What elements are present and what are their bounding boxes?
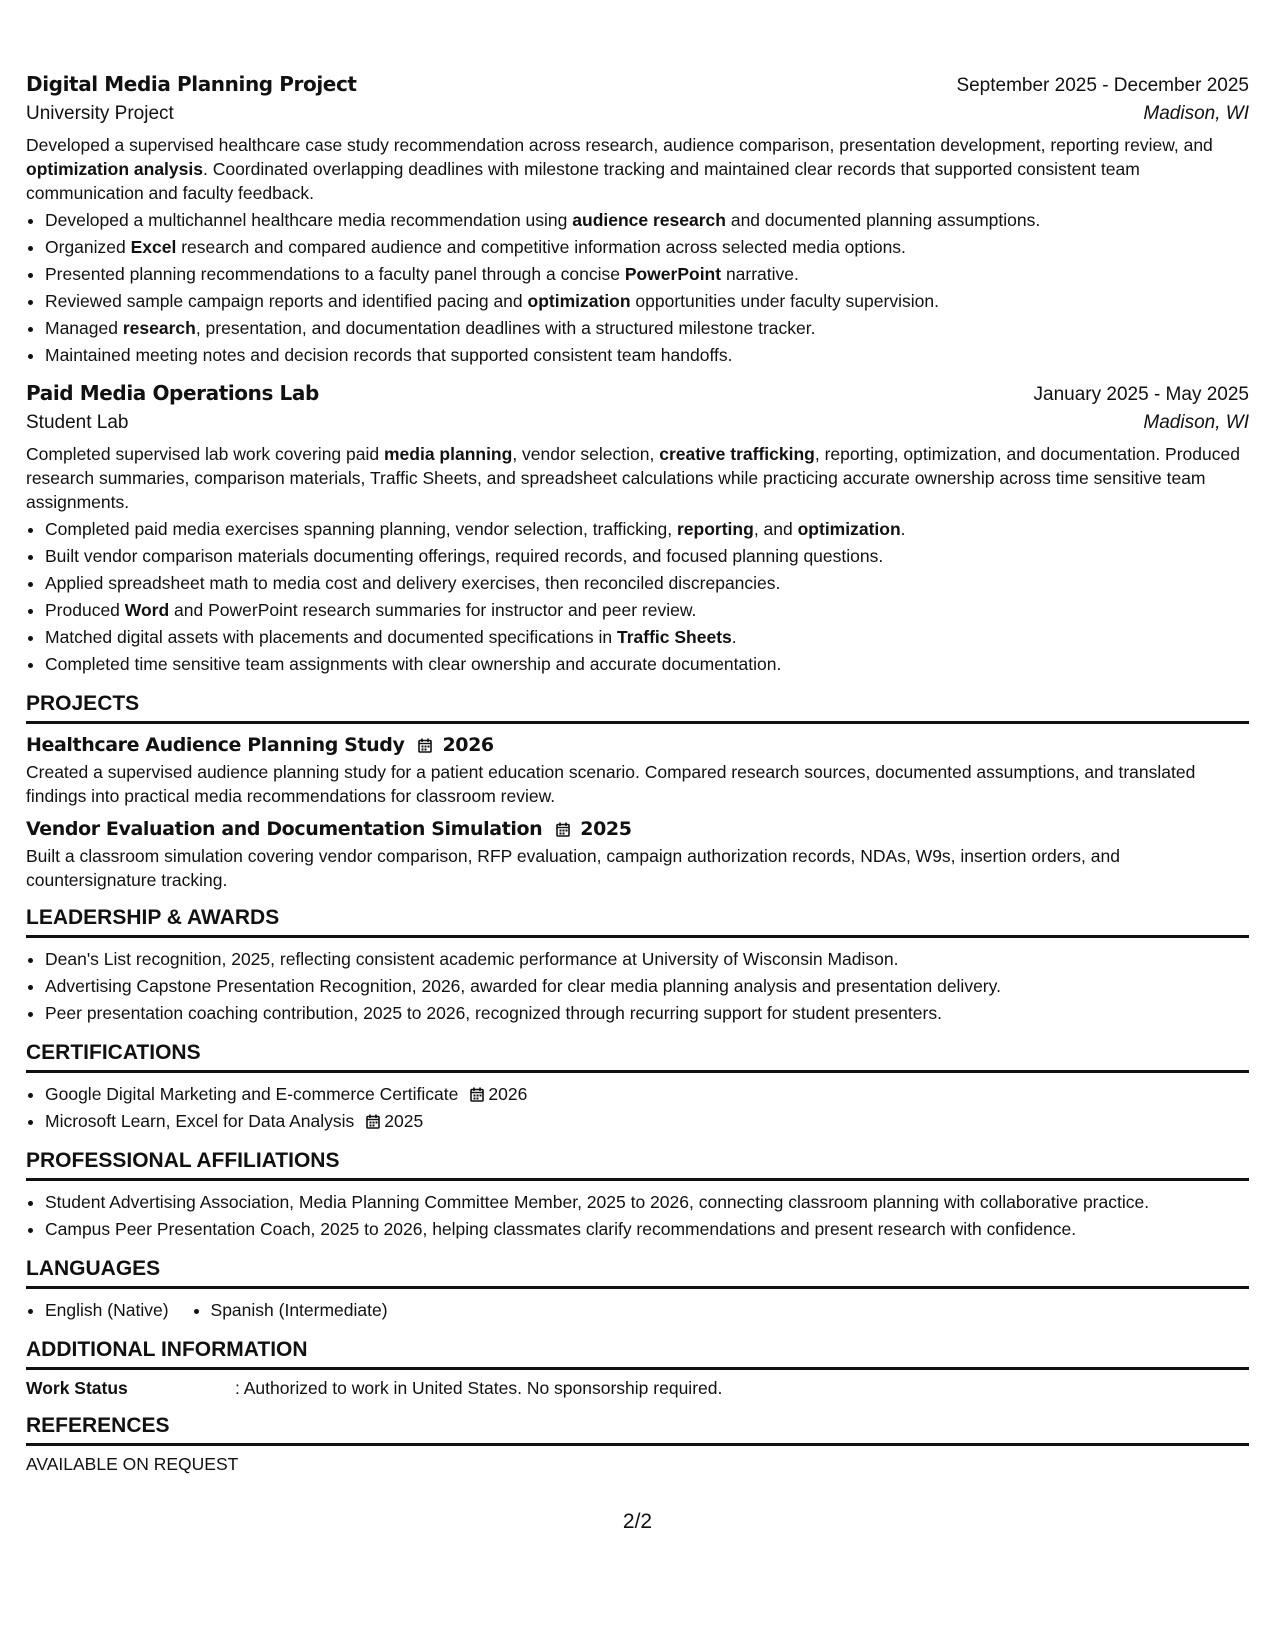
languages-list: [26, 1297, 1249, 1324]
calendar-icon: [470, 1087, 484, 1102]
experience-entry: [26, 381, 1249, 678]
experience-bullets: [26, 516, 1249, 678]
resume-page: [26, 72, 1249, 1475]
experience-dates: January 2025 - May 2025: [1033, 384, 1249, 405]
list-item: • Peer presentation coaching contribution, 2025 to 2026, recognized through recurring support for student presenters.: [45, 1000, 1249, 1027]
experience-title: Digital Media Planning Project: [26, 72, 357, 96]
experience-bullet: • Developed a multichannel healthcare media recommendation using audience research and documented planning assumptions.: [45, 207, 1249, 234]
project-year: 2025: [580, 818, 632, 840]
list-item: • Advertising Capstone Presentation Recognition, 2026, awarded for clear media planning analysis and presentation delivery.: [45, 973, 1249, 1000]
references-text: AVAILABLE ON REQUEST: [26, 1454, 239, 1474]
list-item: • Spanish (Intermediate): [211, 1297, 388, 1324]
list-item: • English (Native): [45, 1297, 169, 1324]
experience-bullet: • Applied spreadsheet math to media cost and delivery exercises, then reconciled discrepancies.: [45, 570, 1249, 597]
leadership-list: [26, 946, 1249, 1027]
experience-bullets: [26, 207, 1249, 369]
certifications-list: [26, 1081, 1249, 1135]
project-description: Created a supervised audience planning study for a patient education scenario. Compared research sources, documented assumptions, and translated findings into practical media recommendations for classroom review.: [26, 762, 1196, 806]
experience-bullet: • Completed paid media exercises spanning planning, vendor selection, trafficking, reporting, and optimization.: [45, 516, 1249, 543]
section-heading-languages: LANGUAGES: [26, 1257, 1249, 1289]
experience-bullet: • Produced Word and PowerPoint research summaries for instructor and peer review.: [45, 597, 1249, 624]
work-status-value: : Authorized to work in United States. No sponsorship required.: [235, 1378, 723, 1398]
experience-org: University Project: [26, 103, 174, 124]
list-item: • Student Advertising Association, Media Planning Committee Member, 2025 to 2026, connecting classroom planning with collaborative practice.: [45, 1189, 1249, 1216]
certification-name: Microsoft Learn, Excel for Data Analysis: [45, 1111, 355, 1131]
project-entry: [26, 734, 1249, 808]
project-description: Built a classroom simulation covering vendor comparison, RFP evaluation, campaign authorization records, NDAs, W9s, insertion orders, and countersignature tracking.: [26, 846, 1120, 890]
experience-bullet: • Completed time sensitive team assignments with clear ownership and accurate documentation.: [45, 651, 1249, 678]
experience-bullet: • Presented planning recommendations to a faculty panel through a concise PowerPoint narrative.: [45, 261, 1249, 288]
list-item: • Campus Peer Presentation Coach, 2025 to 2026, helping classmates clarify recommendations and present research with confidence.: [45, 1216, 1249, 1243]
section-heading-references: REFERENCES: [26, 1414, 1249, 1446]
experience-title: Paid Media Operations Lab: [26, 381, 319, 405]
experience-org: Student Lab: [26, 412, 129, 433]
work-status-row: [26, 1376, 1249, 1400]
list-item: [45, 1108, 1249, 1135]
list-item: • Dean's List recognition, 2025, reflecting consistent academic performance at University of Wisconsin Madison.: [45, 946, 1249, 973]
certification-year: 2025: [384, 1111, 424, 1131]
list-item: [45, 1081, 1249, 1108]
calendar-icon: [366, 1114, 380, 1129]
certification-year: 2026: [488, 1084, 528, 1104]
page-number: 2/2: [622, 1510, 653, 1533]
project-title: Healthcare Audience Planning Study: [26, 734, 405, 756]
experience-bullet: • Reviewed sample campaign reports and identified pacing and optimization opportunities under faculty supervision.: [45, 288, 1249, 315]
section-heading-affiliations: PROFESSIONAL AFFILIATIONS: [26, 1149, 1249, 1181]
section-heading-leadership: LEADERSHIP & AWARDS: [26, 906, 1249, 938]
project-year: 2026: [442, 734, 494, 756]
experience-bullet: • Matched digital assets with placements and documented specifications in Traffic Sheets.: [45, 624, 1249, 651]
section-heading-additional: ADDITIONAL INFORMATION: [26, 1338, 1249, 1370]
project-entry: [26, 818, 1249, 892]
experience-bullet: • Managed research, presentation, and documentation deadlines with a structured milestone tracker.: [45, 315, 1249, 342]
work-status-label: Work Status: [26, 1378, 128, 1398]
affiliations-list: [26, 1189, 1249, 1243]
certification-name: Google Digital Marketing and E-commerce Certificate: [45, 1084, 459, 1104]
section-heading-projects: PROJECTS: [26, 692, 1249, 724]
experience-bullet: • Organized Excel research and compared audience and competitive information across selected media options.: [45, 234, 1249, 261]
experience-description: Completed supervised lab work covering paid media planning, vendor selection, creative trafficking, reporting, optimization, and documentation. Produced research summaries, comparison materials, Traffic Sheets, and spreadsheet calculations while practicing accurate ownership across time sensitive team assignments.: [26, 444, 1240, 512]
experience-bullet: • Built vendor comparison materials documenting offerings, required records, and focused planning questions.: [45, 543, 1249, 570]
project-title: Vendor Evaluation and Documentation Simulation: [26, 818, 543, 840]
experience-location: Madison, WI: [1143, 412, 1249, 433]
experience-description: Developed a supervised healthcare case study recommendation across research, audience comparison, presentation development, reporting review, and optimization analysis. Coordinated overlapping deadlines with milestone tracking and maintained clear records that supported consistent team communication and faculty feedback.: [26, 135, 1213, 203]
experience-location: Madison, WI: [1143, 103, 1249, 124]
section-heading-certifications: CERTIFICATIONS: [26, 1041, 1249, 1073]
experience-dates: September 2025 - December 2025: [956, 75, 1249, 96]
calendar-icon: [556, 822, 570, 837]
calendar-icon: [418, 738, 432, 753]
experience-bullet: • Maintained meeting notes and decision records that supported consistent team handoffs.: [45, 342, 1249, 369]
experience-entry: [26, 72, 1249, 369]
